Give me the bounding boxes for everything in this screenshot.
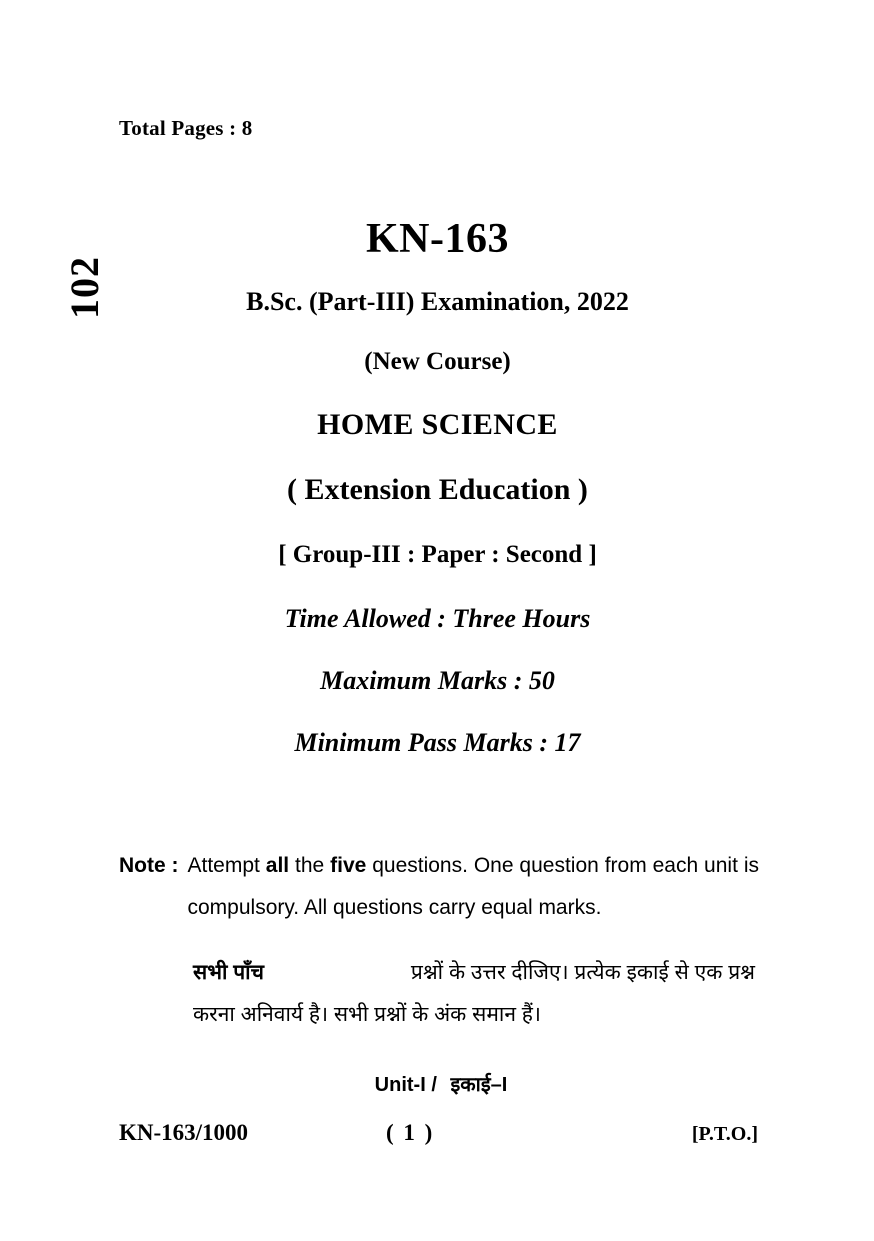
note-bold-five: five [330,854,367,877]
note-text-3: questions. One question from each unit is compulsory. All questions carry equal marks. [187,854,759,919]
footer-paper-code: KN-163/1000 [119,1120,249,1145]
paper-title-line: ( Extension Education ) [287,473,588,506]
hindi-line-1-rest: प्रश्नों के उत्तर दीजिए। प्रत्येक इकाई से एक प्रश्न [410,961,755,984]
unit-heading-separator [437,1074,451,1096]
minimum-pass-marks-line: Minimum Pass Marks : 17 [294,728,581,757]
hindi-note-block [193,952,755,1036]
total-pages-label: Total Pages : 8 [119,116,253,140]
page-footer [0,1118,874,1152]
unit-heading [0,1072,874,1098]
footer-page-number: ( 1 ) [386,1120,435,1145]
group-paper-line: [ Group-III : Paper : Second ] [278,541,597,568]
paper-code: KN-163 [366,216,509,262]
examination-line: B.Sc. (Part-III) Examination, 2022 [246,287,629,316]
side-paper-code-rotated: 102 [62,256,107,319]
hindi-note-line-1 [193,952,755,994]
hindi-note-line-2: करना अनिवार्य है। सभी प्रश्नों के अंक समान हैं। [193,1003,541,1026]
title-block [110,214,765,759]
time-allowed-line: Time Allowed : Three Hours [284,604,591,633]
footer-pto-label: [P.T.O.] [691,1123,758,1145]
course-type-line: (New Course) [364,348,511,375]
note-text-2: the [289,854,331,877]
note-label: Note : [119,854,179,877]
unit-heading-english: Unit-I / [374,1074,437,1096]
hindi-line-1-bold: सभी पाँच [193,961,264,984]
note-block [119,845,759,929]
note-text-1: Attempt [187,854,266,877]
subject-line: HOME SCIENCE [317,408,558,441]
note-row [119,845,759,929]
unit-heading-hindi: इकाई–I [450,1074,508,1096]
note-body [188,845,760,929]
note-bold-all: all [265,854,290,877]
maximum-marks-line: Maximum Marks : 50 [320,666,555,695]
